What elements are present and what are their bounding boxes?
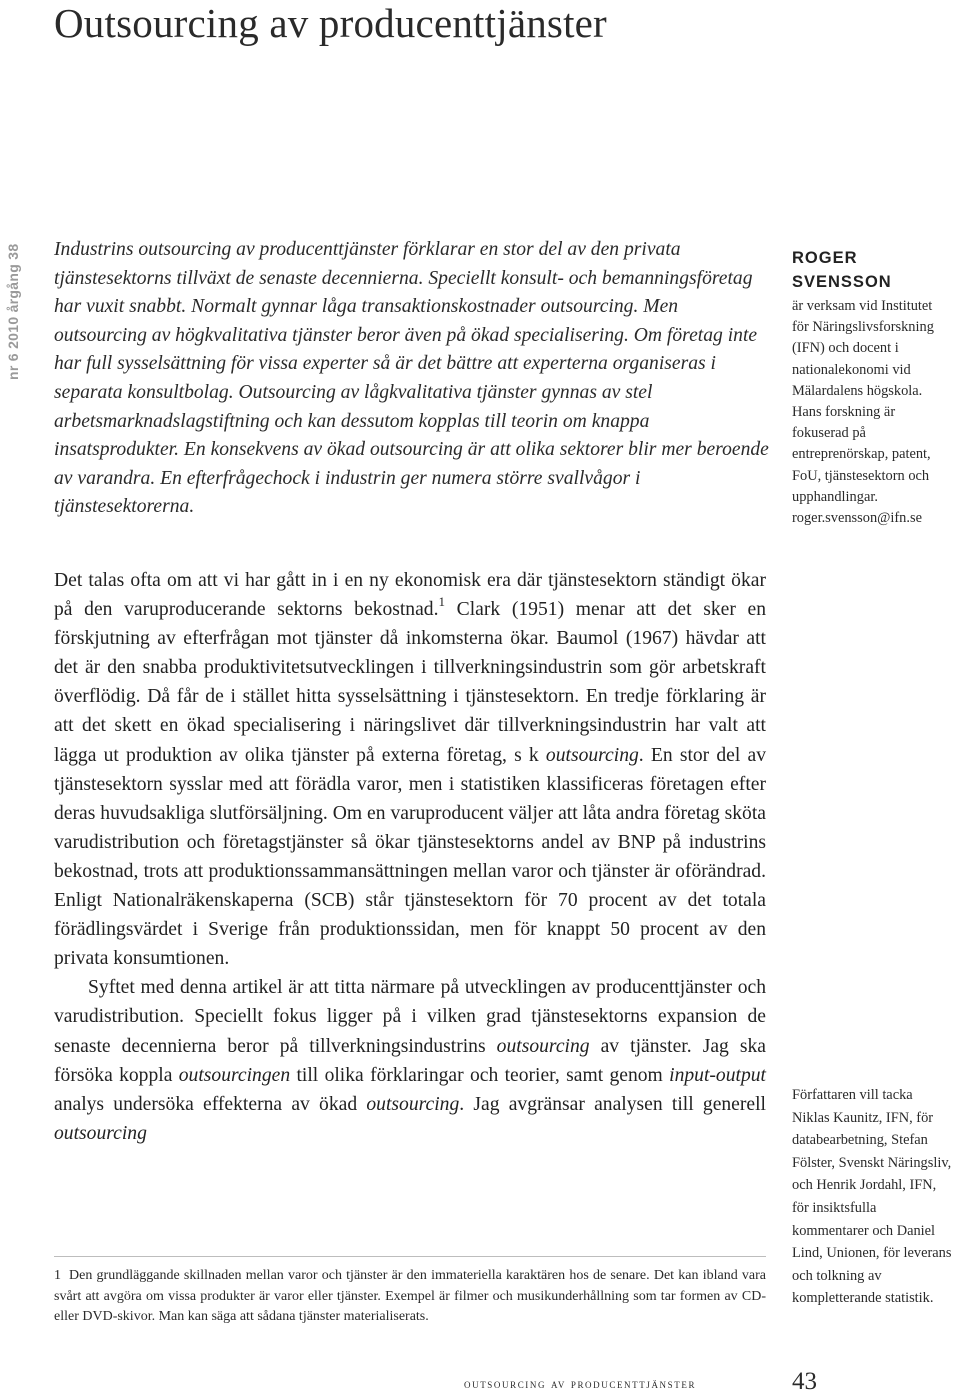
author-bio: är verksam vid Institutet för Näringslivsforskning (IFN) och docent i nationalekonomi vid Mälardalens högskola. Hans forskning är fokuserad på entreprenörskap, patent, FoU, tjänstesektorn och upphandlingar. roger.svensson@ifn.se xyxy=(792,298,934,527)
emphasis-term: outsourcing xyxy=(54,1122,147,1144)
footnote-text: Den grundläggande skillnaden mellan varor och tjänster är den immateriella karaktären hos de senare. Det kan ibland vara svårt att avgöra om vissa produkter är varor eller tjänster. Exempel är filmer och musikunderhållning som tar formen av CD- eller DVD-skivor. Man kan säga att sådana tjänster materialiserats. xyxy=(54,1268,766,1325)
acknowledgements: Författaren vill tacka Niklas Kaunitz, IFN, för databearbetning, Stefan Fölster, Svenskt Näringsliv, och Henrik Jordahl, IFN, för insiktsfulla kommentarer och Daniel Lind, Unionen, för leverans och tolkning av kompletterande statistik. xyxy=(792,1087,952,1307)
emphasis-term: input-output xyxy=(669,1064,767,1086)
footnote-reference: 1 xyxy=(438,593,446,609)
article-ingress: Industrins outsourcing av producenttjänster förklarar en stor del av den privata tjänstesektorns tillväxt de senaste decennierna. Speciellt konsult- och bemanningsföretag har vuxit snabbt. Normalt gynnar låga transaktionskostnader outsourcing. Men outsourcing av högkvalitativa tjänster beror även på ökad specialisering. Om företag inte har full sysselsättning för vissa experter så är det bättre att experterna organiseras i separata konsultbolag. Outsourcing av lågkvalitativa tjänster gynnas av stel arbetsmarknadslagstiftning och kan dessutom kopplas till teorin om knappa insatsprodukter. En konsekvens av ökad outsourcing är att olika sektorer blir mer beroende av varandra. En efterfrågechock i industrin ger numera större svallvågor i tjänstesektorerna. xyxy=(54,239,769,518)
body-paragraph-1 xyxy=(54,566,766,973)
body-text-segment: Det talas ofta om att vi har gått in i en ny ekonomisk era där tjänstesektorn ständigt ökar på den varuproducerande sektorns bekostnad. xyxy=(54,570,766,621)
issue-label: nr 6 2010 årgång 38 xyxy=(5,243,21,380)
emphasis-term: outsourcingen xyxy=(178,1064,291,1086)
issue-spine xyxy=(0,243,26,380)
author-sidebar xyxy=(792,246,952,529)
footnote xyxy=(54,1266,766,1328)
body-text-segment: Syftet med denna artikel är att titta närmare på utvecklingen av producenttjänster och varudistribution. Speciellt fokus ligger på i vilken grad tjänstesektorns expansion de senaste decennierna beror på tillverkningsindustrins xyxy=(54,977,766,1057)
body-text-segment: . En stor del av tjänstesektorn sysslar med att förädla varor, men i statistiken klassificeras företagen efter deras huvudsakliga slutförsäljning. Om en varuproducent väljer att låta andra företag sköta varudistribution och företagstjänster så ökar tjänstesektorns andel av BNP på industrins bekostnad, trots att produktionssammansättningen mellan varor och tjänster är oförändrad. Enligt Nationalräkenskaperna (SCB) står tjänstesektorn för 70 procent av det totala förädlingsvärdet i Sverige från produktionssidan, men för knappt 50 procent av den privata konsumtionen. xyxy=(54,744,766,970)
emphasis-term: outsourcing xyxy=(496,1035,590,1057)
page-number: 43 xyxy=(792,1368,817,1395)
body-text-segment: . Jag avgränsar analysen till generell xyxy=(459,1093,766,1115)
body-text-segment: till olika förklaringar och teorier, samt genom xyxy=(290,1064,670,1086)
footnote-divider xyxy=(54,1256,766,1257)
author-first-name: ROGER xyxy=(792,249,858,267)
body-text-segment: analys undersöka effekterna av ökad xyxy=(54,1093,367,1115)
body-paragraph-2 xyxy=(54,973,766,1148)
emphasis-term: outsourcing xyxy=(545,744,639,766)
article-body xyxy=(54,566,766,1148)
running-footer-title: outsourcing av producenttjänster xyxy=(464,1376,697,1391)
author-last-name: SVENSSON xyxy=(792,273,892,291)
footnote-number: 1 xyxy=(54,1268,61,1283)
body-text-segment: Clark (1951) menar att det sker en förskjutning av efterfrågan mot tjänster då inkomsterna ökar. Baumol (1967) hävdar att det är den snabba produktivitetsutvecklingen i tillverkningsindustrin som gör arbetskraft överflödig. Då får de i stället hitta sysselsättning i tjänstesektorn. En tredje förklaring är att det skett en ökad specialisering i näringslivet där tillverkningsindustrin har valt att lägga ut produktion av olika tjänster på externa företag, s k xyxy=(54,599,767,766)
emphasis-term: outsourcing xyxy=(366,1093,460,1115)
page-title: Outsourcing av producenttjänster xyxy=(54,0,607,46)
body-text-segment: av tjänster. Jag ska försöka koppla xyxy=(54,1035,766,1086)
